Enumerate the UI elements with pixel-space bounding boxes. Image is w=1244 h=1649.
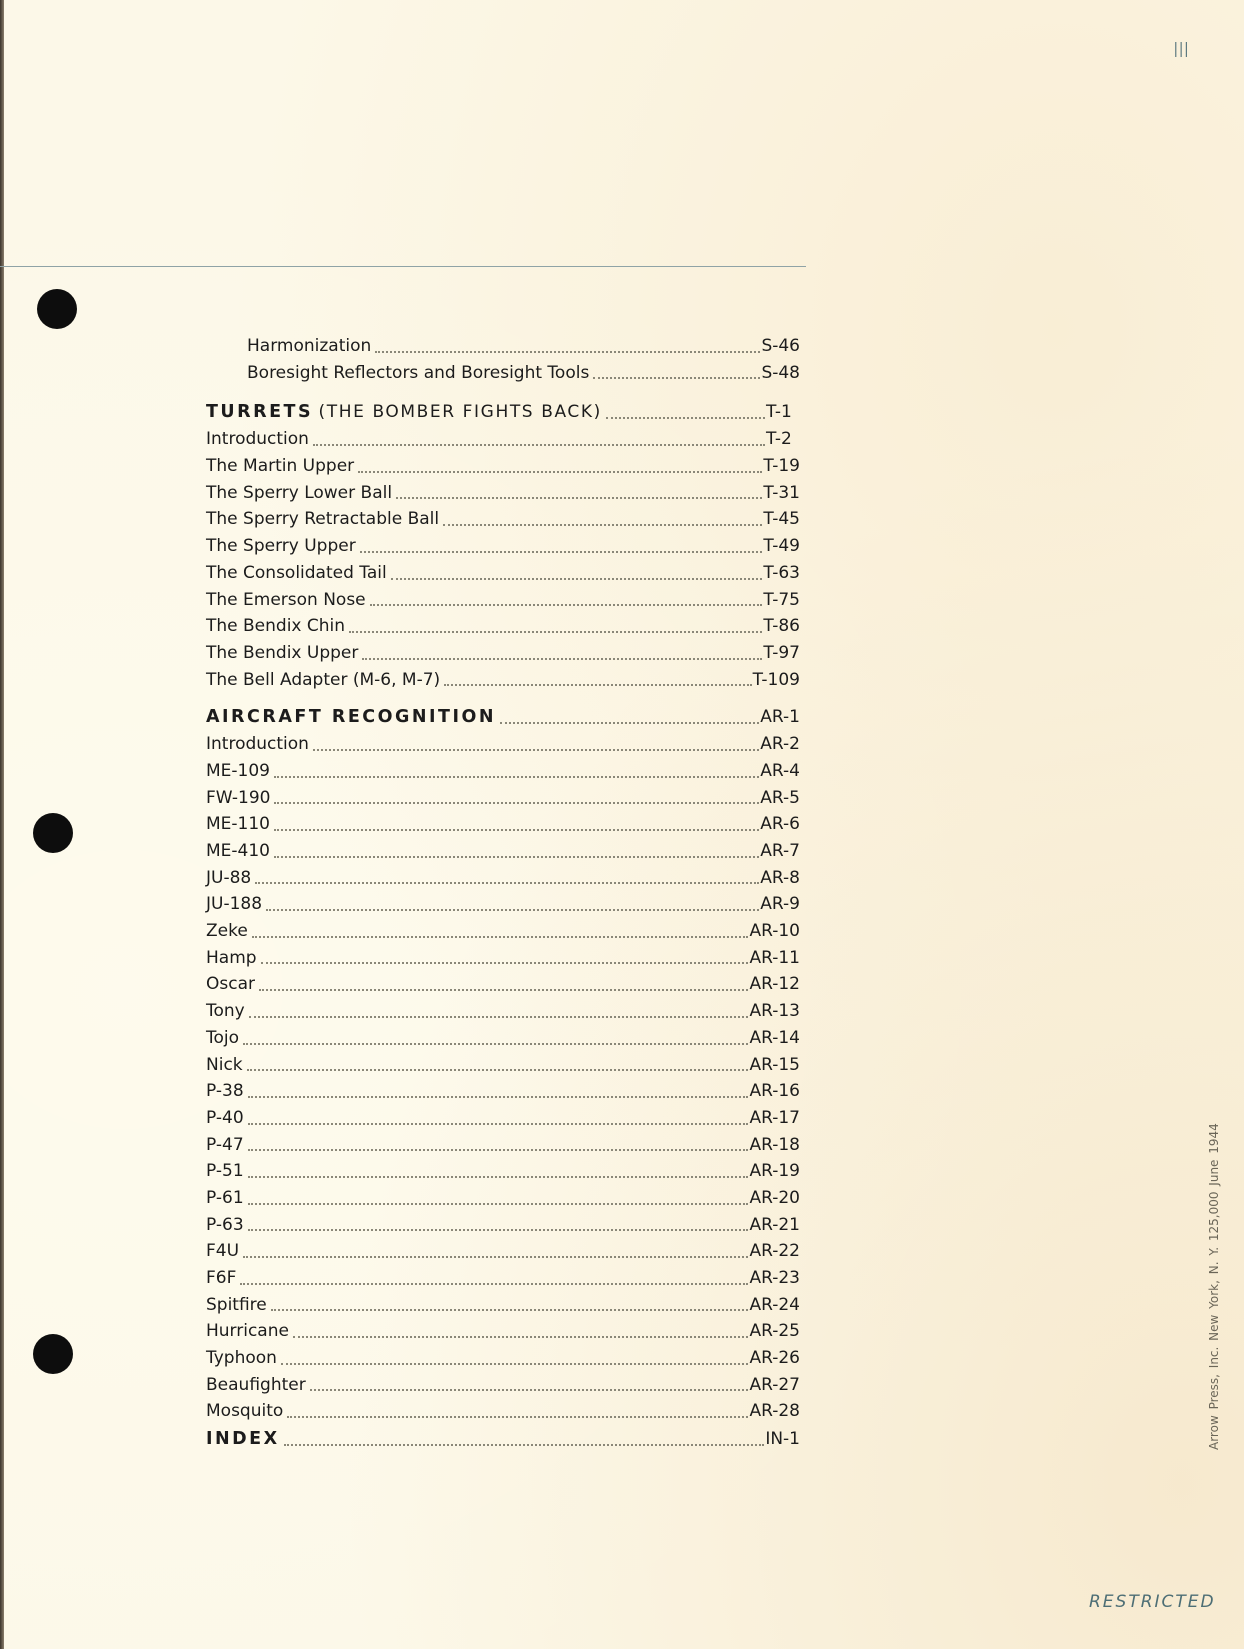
dot-leader [293,1335,749,1338]
dot-leader [248,1175,749,1178]
toc-entry[interactable] [206,360,800,387]
toc-entry-title: Introduction [206,429,309,450]
classification-marking: RESTRICTED [1089,1592,1216,1612]
toc-entry-page: AR-16 [749,1081,800,1102]
dot-leader [243,1255,748,1258]
toc-entry-title: FW-190 [206,787,271,808]
dot-leader [274,801,759,804]
dot-leader [252,935,749,938]
toc-entry[interactable] [206,1398,800,1425]
toc-entry-title: F4U [206,1241,240,1262]
toc-entry[interactable] [206,587,800,614]
toc-entry-page: T-31 [763,482,800,503]
toc-entry-page: AR-5 [760,787,800,808]
toc-entry-page: AR-6 [760,814,800,835]
toc-entry[interactable] [206,1132,800,1159]
dot-leader [284,1443,765,1446]
toc-entry-page: AR-27 [749,1374,800,1395]
dot-leader [240,1282,748,1285]
toc-entry[interactable] [206,1078,800,1105]
toc-entry-title: The Consolidated Tail [206,562,387,583]
toc-entry-title: Introduction [206,734,309,755]
toc-entry[interactable] [206,1025,800,1052]
toc-entry-title: Oscar [206,974,255,995]
toc-entry-page: AR-2 [760,734,800,755]
toc-entry-page: AR-25 [749,1321,800,1342]
dot-leader [243,1042,748,1045]
toc-entry-title: Nick [206,1054,243,1075]
toc-entry[interactable] [206,453,800,480]
toc-entry-page: AR-7 [760,841,800,861]
dot-leader [358,470,762,473]
toc-entry[interactable] [206,1212,800,1239]
binder-hole-bottom [33,1334,73,1374]
toc-entry[interactable] [206,533,800,560]
toc-entry-title: Hurricane [206,1321,289,1342]
toc-entry[interactable] [206,1185,800,1212]
dot-leader [593,376,760,379]
toc-entry[interactable] [206,971,800,998]
dot-leader [281,1362,749,1365]
toc-entry-page: T-75 [763,589,800,610]
toc-entry[interactable] [206,480,800,507]
toc-entry-page: T-86 [763,616,800,637]
toc-entry-page: T-2 [766,429,792,450]
printer-imprint: Arrow Press, Inc. New York, N. Y. 125,000 June 1944 [1207,1123,1221,1450]
toc-entry-page: AR-24 [749,1294,800,1315]
dot-leader [443,523,762,526]
toc-entry-title: F6F [206,1268,237,1288]
dot-leader [255,881,759,884]
toc-entry[interactable] [206,560,800,587]
toc-entry-title: Typhoon [206,1348,277,1369]
toc-entry-page: AR-18 [749,1134,800,1155]
toc-entry-page: AR-22 [749,1241,800,1262]
toc-entry-title: Beaufighter [206,1374,306,1395]
toc-entry-title: Boresight Reflectors and Boresight Tools [247,362,590,383]
toc-entry-title: The Sperry Upper [206,536,356,557]
toc-entry-title: The Emerson Nose [206,589,366,610]
toc-entry-page: AR-8 [760,867,800,888]
toc-entry-page: AR-21 [749,1214,800,1235]
toc-section-index[interactable] [206,1425,800,1453]
dot-leader [606,416,765,419]
toc-entry-page: T-19 [763,456,800,477]
dot-leader [396,496,762,499]
dot-leader [444,683,751,686]
toc-entry-page: AR-13 [749,1001,800,1022]
toc-entry-page: AR-15 [749,1054,800,1075]
toc-entry[interactable] [206,1318,800,1345]
toc-entry-page: AR-10 [749,921,800,942]
page-number: III [1174,38,1191,62]
toc-entry[interactable] [206,640,800,667]
dot-leader [370,603,763,606]
dot-leader [247,1068,749,1071]
binder-hole-top [37,289,77,329]
toc-entry-page: T-45 [763,509,800,530]
toc-entry-page: T-97 [763,642,800,663]
toc-entry-title: The Bell Adapter (M-6, M-7) [206,669,441,690]
toc-entry-page: AR-17 [749,1107,800,1128]
section-subheading: (THE BOMBER FIGHTS BACK) [318,402,602,423]
toc-entry-page: AR-28 [749,1401,800,1422]
toc-entry[interactable] [206,811,800,838]
toc-entry-title: The Sperry Lower Ball [206,482,393,503]
toc-entry-title: P-47 [206,1134,244,1155]
toc-entry[interactable] [206,865,800,892]
toc-entry-title: The Bendix Upper [206,642,359,663]
toc-entry-page: T-63 [763,562,800,583]
toc-entry-title: JU-188 [206,894,263,915]
toc-entry-page: T-1 [766,402,792,423]
dot-leader [248,1148,749,1151]
toc-section-aircraft-recognition[interactable] [206,703,800,731]
dot-leader [248,1095,749,1098]
toc-entry-page: AR-4 [760,760,800,781]
toc-entry-title: JU-88 [206,867,252,888]
toc-entry-page: AR-19 [749,1161,800,1182]
binder-hole-middle [33,813,73,853]
dot-leader [313,443,765,446]
section-heading: INDEX [206,1429,280,1450]
toc-section-turrets[interactable] [206,398,800,426]
toc-entry[interactable] [206,1292,800,1319]
toc-entry-title: ME-410 [206,841,270,861]
toc-entry[interactable] [206,945,800,972]
toc-entry-page: AR-20 [749,1187,800,1208]
dot-leader [274,828,759,831]
toc-entry[interactable] [206,426,800,453]
aircraft-recognition-entries [206,731,800,1425]
table-of-contents [206,333,800,1453]
toc-entry-title: The Sperry Retractable Ball [206,509,440,530]
toc-entry-title: Hamp [206,947,257,968]
dot-leader [313,748,759,751]
toc-entry-title: P-63 [206,1214,244,1235]
toc-entry-page: AR-1 [760,707,800,728]
toc-entry-page: T-49 [763,536,800,557]
dot-leader [310,1388,749,1391]
dot-leader [261,961,749,964]
dot-leader [266,908,759,911]
dot-leader [362,657,762,660]
toc-entry-title: Tony [206,1001,245,1022]
dot-leader [349,630,762,633]
toc-entry-title: Tojo [206,1027,240,1048]
toc-entry-page: AR-14 [749,1027,800,1048]
toc-entry[interactable] [206,838,800,865]
toc-entry-page: AR-26 [749,1348,800,1369]
toc-entry-page: AR-9 [760,894,800,915]
toc-entry[interactable] [206,891,800,918]
toc-entry-title: The Bendix Chin [206,616,346,637]
dot-leader [248,1202,749,1205]
dot-leader [375,350,760,353]
toc-entry[interactable] [206,333,800,360]
horizontal-rule [0,266,806,267]
dot-leader [287,1415,748,1418]
toc-entry-page: AR-11 [749,947,800,968]
toc-entry[interactable] [206,785,800,812]
toc-entry-page: T-109 [752,669,800,690]
toc-entry[interactable] [206,613,800,640]
dot-leader [249,1015,749,1018]
toc-entry-title: P-61 [206,1187,244,1208]
toc-entry-title: Spitfire [206,1294,267,1315]
toc-entry[interactable] [206,918,800,945]
toc-entry-title: The Martin Upper [206,456,355,477]
toc-entry[interactable] [206,1265,800,1292]
toc-entry[interactable] [206,998,800,1025]
toc-entry[interactable] [206,731,800,758]
toc-entry[interactable] [206,1238,800,1265]
toc-entry[interactable] [206,1052,800,1079]
dot-leader [248,1122,749,1125]
toc-entry[interactable] [206,758,800,785]
toc-entry-title: P-40 [206,1107,244,1128]
toc-entry[interactable] [206,506,800,533]
page-left-edge [0,0,4,1649]
toc-entry-page: S-46 [761,336,800,356]
toc-entry[interactable] [206,1105,800,1132]
toc-entry[interactable] [206,1372,800,1399]
toc-entry-page: AR-12 [749,974,800,995]
section-heading: TURRETS [206,402,314,423]
toc-entry[interactable] [206,667,800,694]
toc-entry-page: IN-1 [765,1429,800,1450]
dot-leader [271,1308,749,1311]
toc-entry-title: P-51 [206,1161,244,1182]
toc-entry-title: P-38 [206,1081,244,1102]
dot-leader [500,721,759,724]
toc-entry[interactable] [206,1345,800,1372]
toc-entry-title: Harmonization [247,336,372,356]
dot-leader [274,855,759,858]
toc-entry[interactable] [206,1158,800,1185]
dot-leader [360,550,763,553]
turrets-entries [206,426,800,693]
toc-entry-page: S-48 [761,362,800,383]
dot-leader [248,1228,749,1231]
toc-entry-title: ME-109 [206,760,270,781]
toc-entry-page: AR-23 [749,1268,800,1288]
dot-leader [274,775,759,778]
dot-leader [259,988,748,991]
toc-entry-title: ME-110 [206,814,270,835]
section-heading: AIRCRAFT RECOGNITION [206,707,497,728]
dot-leader [391,577,763,580]
toc-entry-title: Mosquito [206,1401,284,1422]
toc-entry-title: Zeke [206,921,248,942]
